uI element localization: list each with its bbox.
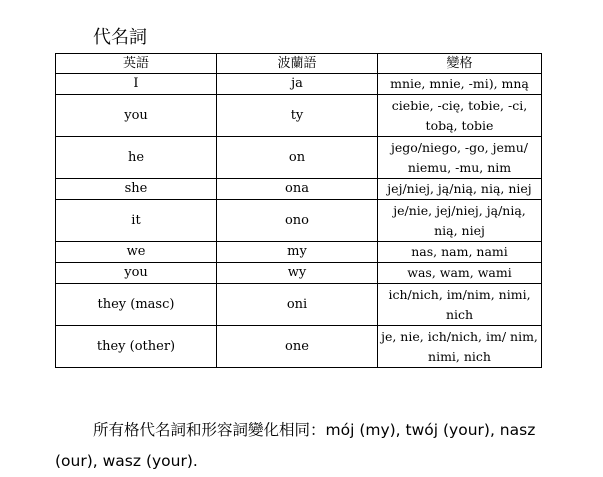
table-row — [56, 263, 542, 284]
header-english: 英語 — [56, 54, 217, 74]
cell-polish: wy — [217, 263, 378, 284]
table-row — [56, 95, 542, 137]
cell-english: it — [56, 200, 217, 242]
cell-english: we — [56, 242, 217, 263]
cell-declension: ciebie, -cię, tobie, -ci, tobą, tobie — [378, 95, 542, 137]
header-declension: 變格 — [378, 54, 542, 74]
cell-polish: ona — [217, 179, 378, 200]
cell-english: he — [56, 137, 217, 179]
section-heading: 代名詞 — [93, 27, 147, 48]
cell-polish: oni — [217, 284, 378, 326]
cell-declension: jej/niej, ją/nią, nią, niej — [378, 179, 542, 200]
cell-declension: was, wam, wami — [378, 263, 542, 284]
cell-english: they (masc) — [56, 284, 217, 326]
cell-polish: ono — [217, 200, 378, 242]
table-row — [56, 326, 542, 368]
pronoun-table — [55, 53, 542, 368]
cell-english: she — [56, 179, 217, 200]
cell-declension: je, nie, ich/nich, im/ nim, nimi, nich — [378, 326, 542, 368]
table-row — [56, 200, 542, 242]
cell-english: they (other) — [56, 326, 217, 368]
cell-polish: one — [217, 326, 378, 368]
cell-polish: on — [217, 137, 378, 179]
cell-english: I — [56, 74, 217, 95]
cell-polish: my — [217, 242, 378, 263]
table-row — [56, 284, 542, 326]
possessive-note: 所有格代名詞和形容詞變化相同：mój (my), twój (your), nasz (our), wasz (your). — [55, 420, 536, 470]
cell-declension: jego/niego, -go, jemu/ niemu, -mu, nim — [378, 137, 542, 179]
table-row — [56, 137, 542, 179]
cell-declension: je/nie, jej/niej, ją/nią, nią, niej — [378, 200, 542, 242]
cell-english: you — [56, 263, 217, 284]
table-row — [56, 242, 542, 263]
cell-english: you — [56, 95, 217, 137]
cell-declension: nas, nam, nami — [378, 242, 542, 263]
table-header-row — [56, 54, 542, 74]
cell-declension: ich/nich, im/nim, nimi, nich — [378, 284, 542, 326]
header-polish: 波蘭語 — [217, 54, 378, 74]
table-row — [56, 74, 542, 95]
cell-declension: mnie, mnie, -mi), mną — [378, 74, 542, 95]
table-row — [56, 179, 542, 200]
cell-polish: ty — [217, 95, 378, 137]
cell-polish: ja — [217, 74, 378, 95]
